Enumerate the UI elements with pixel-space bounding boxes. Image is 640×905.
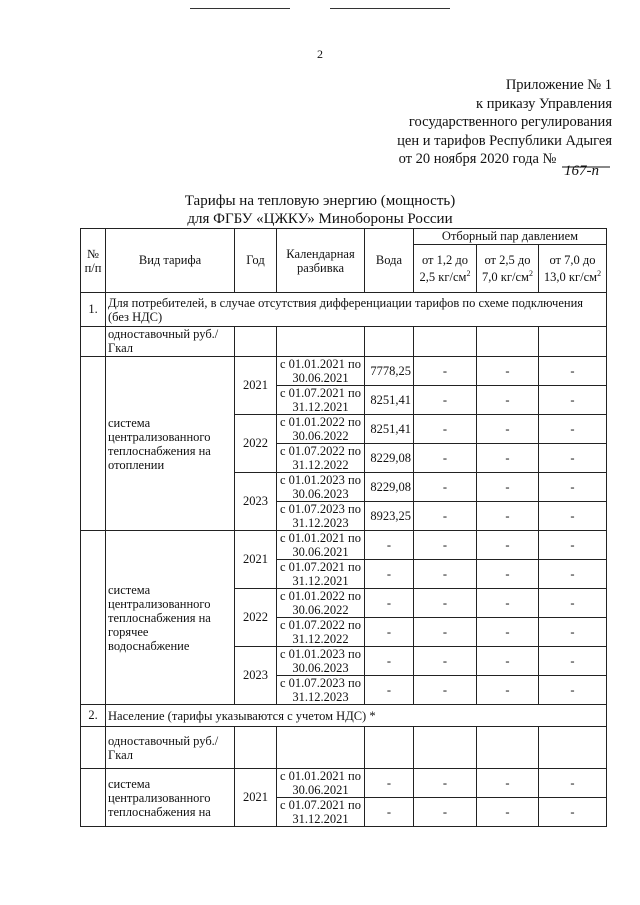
dash-cell: -: [539, 386, 607, 415]
dash-cell: -: [365, 798, 414, 827]
dash-cell: -: [539, 560, 607, 589]
dash-cell: -: [539, 473, 607, 502]
title-line-1: Тарифы на тепловую энергию (мощность): [184, 193, 456, 209]
single-rate-label: одноставочный руб./Гкал: [106, 327, 235, 357]
dash-cell: -: [414, 473, 477, 502]
dash-cell: -: [414, 560, 477, 589]
period-cell: с 01.01.2023 по 30.06.2023: [277, 473, 365, 502]
dash-cell: -: [414, 531, 477, 560]
header-water: Вода: [365, 229, 414, 293]
title-line-2: для ФГБУ «ЦЖКУ» Минобороны России: [187, 211, 453, 227]
tariff-table: [80, 228, 607, 827]
year-cell: 2021: [235, 531, 277, 589]
section-1-num: 1.: [81, 293, 106, 327]
year-cell: 2021: [235, 357, 277, 415]
year-cell: 2022: [235, 415, 277, 473]
order-number-text: 167-п: [564, 163, 599, 179]
period-cell: с 01.07.2023 по 31.12.2023: [277, 502, 365, 531]
dash-cell: -: [477, 444, 539, 473]
dash-cell: -: [365, 531, 414, 560]
header-steam-3: от 7,0 до 13,0 $кг/см^2$: [539, 245, 607, 293]
heating-label: система централизованного теплоснабжения на отоплении: [106, 357, 235, 531]
dash-cell: -: [539, 589, 607, 618]
section-2-num: 2.: [81, 705, 106, 727]
appendix-line-4: цен и тарифов Республики Адыгея: [397, 132, 612, 149]
dash-cell: -: [414, 357, 477, 386]
dash-cell: -: [477, 589, 539, 618]
dash-cell: -: [365, 769, 414, 798]
appendix-block: [397, 76, 612, 179]
dash-cell: -: [414, 676, 477, 705]
dash-cell: -: [414, 444, 477, 473]
header-steam-1: от 1,2 до 2,5 $кг/см^2$: [414, 245, 477, 293]
water-value: 8923,25: [365, 502, 414, 531]
population-heating-label: система централизованного теплоснабжения на: [106, 769, 235, 827]
header-calendar: Календарная разбивка: [277, 229, 365, 293]
year-cell: 2022: [235, 589, 277, 647]
header-num: № п/п: [81, 229, 106, 293]
dash-cell: -: [539, 502, 607, 531]
period-cell: с 01.01.2022 по 30.06.2022: [277, 415, 365, 444]
appendix-line-2: к приказу Управления: [476, 95, 612, 112]
order-date-prefix: от 20 ноября 2020 года №: [398, 151, 557, 167]
dash-cell: -: [477, 647, 539, 676]
dash-cell: -: [539, 415, 607, 444]
dash-cell: -: [477, 798, 539, 827]
dash-cell: -: [365, 676, 414, 705]
dash-cell: -: [477, 676, 539, 705]
appendix-line-3: государственного регулирования: [408, 114, 612, 130]
period-cell: с 01.01.2021 по 30.06.2021: [277, 357, 365, 386]
section-1-title: Для потребителей, в случае отсутствия дифференциации тарифов по схеме подключения (без НДС): [106, 293, 607, 327]
dash-cell: -: [365, 560, 414, 589]
water-value: 8229,08: [365, 444, 414, 473]
dash-cell: -: [414, 502, 477, 531]
dash-cell: -: [414, 618, 477, 647]
dash-cell: -: [539, 531, 607, 560]
dash-cell: -: [414, 589, 477, 618]
water-value: 8251,41: [365, 386, 414, 415]
dash-cell: -: [365, 589, 414, 618]
water-value: 7778,25: [365, 357, 414, 386]
header-steam: Отборный пар давлением: [414, 229, 607, 245]
period-cell: с 01.01.2022 по 30.06.2022: [277, 589, 365, 618]
header-steam-2: от 2,5 до 7,0 $кг/см^2$: [477, 245, 539, 293]
dash-cell: -: [414, 415, 477, 444]
top-rule-left: [190, 8, 290, 9]
period-cell: с 01.01.2023 по 30.06.2023: [277, 647, 365, 676]
water-value: 8229,08: [365, 473, 414, 502]
period-cell: с 01.07.2022 по 31.12.2022: [277, 618, 365, 647]
top-rule-right: [330, 8, 450, 9]
dash-cell: -: [414, 798, 477, 827]
appendix-line-1: Приложение № 1: [505, 77, 612, 93]
dash-cell: -: [539, 618, 607, 647]
dash-cell: -: [365, 647, 414, 676]
dash-cell: -: [477, 769, 539, 798]
period-cell: с 01.07.2021 по 31.12.2021: [277, 560, 365, 589]
appendix-line-5: [397, 150, 612, 179]
period-cell: с 01.07.2021 по 31.12.2021: [277, 798, 365, 827]
header-tariff-type: Вид тарифа: [106, 229, 235, 293]
water-value: 8251,41: [365, 415, 414, 444]
year-cell: 2021: [235, 769, 277, 827]
dash-cell: -: [539, 647, 607, 676]
dash-cell: -: [365, 618, 414, 647]
dash-cell: -: [539, 798, 607, 827]
dash-cell: -: [414, 386, 477, 415]
dash-cell: -: [414, 647, 477, 676]
dash-cell: -: [414, 769, 477, 798]
document-title: [60, 192, 580, 228]
period-cell: с 01.07.2022 по 31.12.2022: [277, 444, 365, 473]
year-cell: 2023: [235, 473, 277, 531]
period-cell: с 01.01.2021 по 30.06.2021: [277, 769, 365, 798]
dash-cell: -: [477, 560, 539, 589]
dash-cell: -: [539, 357, 607, 386]
dash-cell: -: [539, 769, 607, 798]
dash-cell: -: [539, 444, 607, 473]
year-cell: 2023: [235, 647, 277, 705]
header-year: Год: [235, 229, 277, 293]
dash-cell: -: [477, 618, 539, 647]
hotwater-label: система централизованного теплоснабжения на горячее водоснабжение: [106, 531, 235, 705]
single-rate-label-2: одноставочный руб./Гкал: [106, 727, 235, 769]
dash-cell: -: [477, 473, 539, 502]
dash-cell: -: [539, 676, 607, 705]
page-number: 2: [317, 47, 323, 61]
dash-cell: -: [477, 415, 539, 444]
dash-cell: -: [477, 386, 539, 415]
period-cell: с 01.01.2021 по 30.06.2021: [277, 531, 365, 560]
dash-cell: -: [477, 357, 539, 386]
period-cell: с 01.07.2023 по 31.12.2023: [277, 676, 365, 705]
dash-cell: -: [477, 502, 539, 531]
dash-cell: -: [477, 531, 539, 560]
period-cell: с 01.07.2021 по 31.12.2021: [277, 386, 365, 415]
section-2-title: Население (тарифы указываются с учетом НДС) *: [106, 705, 607, 727]
